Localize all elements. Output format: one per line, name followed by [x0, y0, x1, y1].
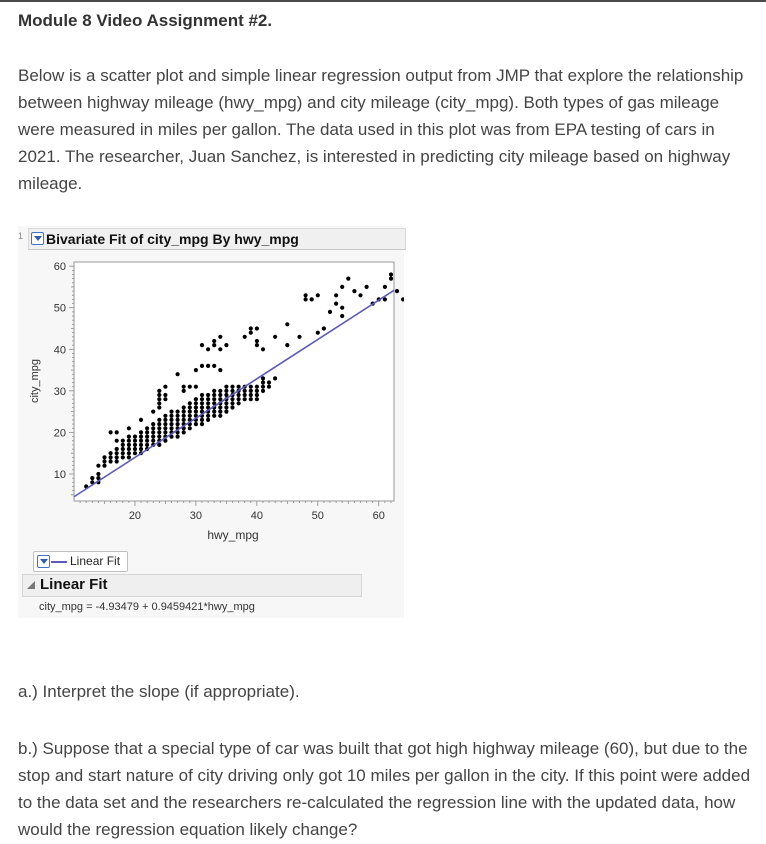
data-point	[297, 335, 301, 339]
data-point	[352, 289, 356, 293]
data-point	[200, 397, 204, 401]
data-point	[273, 335, 277, 339]
data-point	[139, 430, 143, 434]
data-point	[212, 343, 216, 347]
data-point	[200, 422, 204, 426]
data-point	[188, 385, 192, 389]
data-point	[102, 464, 106, 468]
data-point	[115, 447, 119, 451]
data-point	[200, 343, 204, 347]
data-point	[115, 451, 119, 455]
question-a: a.) Interpret the slope (if appropriate).	[18, 682, 300, 701]
data-point	[145, 443, 149, 447]
data-point	[102, 459, 106, 463]
data-point	[139, 435, 143, 439]
data-point	[169, 422, 173, 426]
data-point	[206, 347, 210, 351]
data-point	[90, 476, 94, 480]
data-point	[176, 418, 180, 422]
data-point	[224, 389, 228, 393]
data-point	[340, 306, 344, 310]
data-point	[334, 302, 338, 306]
data-point	[212, 364, 216, 368]
data-point	[261, 380, 265, 384]
data-point	[218, 389, 222, 393]
data-point	[127, 443, 131, 447]
data-point	[182, 430, 186, 434]
data-point	[176, 435, 180, 439]
data-point	[224, 385, 228, 389]
data-point	[151, 410, 155, 414]
data-point	[163, 397, 167, 401]
x-axis-label: hwy_mpg	[207, 528, 259, 542]
data-point	[304, 293, 308, 297]
y-tick-label: 20	[53, 427, 66, 440]
data-point	[261, 347, 265, 351]
data-point	[133, 451, 137, 455]
data-point	[169, 410, 173, 414]
data-point	[188, 426, 192, 430]
data-point	[206, 397, 210, 401]
data-point	[139, 439, 143, 443]
data-point	[255, 343, 259, 347]
data-point	[109, 451, 113, 455]
legend-label: Linear Fit	[70, 554, 121, 568]
data-point	[401, 297, 404, 301]
data-point	[206, 364, 210, 368]
data-point	[145, 435, 149, 439]
data-point	[194, 397, 198, 401]
data-point	[157, 389, 161, 393]
data-point	[255, 389, 259, 393]
data-point	[176, 410, 180, 414]
data-point	[157, 397, 161, 401]
data-point	[383, 285, 387, 289]
data-point	[243, 389, 247, 393]
data-point	[121, 439, 125, 443]
data-point	[145, 430, 149, 434]
data-point	[151, 439, 155, 443]
left-mark: 1	[18, 231, 24, 241]
data-point	[261, 376, 265, 380]
data-point	[218, 405, 222, 409]
data-point	[340, 314, 344, 318]
data-point	[163, 418, 167, 422]
data-point	[127, 447, 131, 451]
data-point	[255, 397, 259, 401]
x-tick-label: 40	[250, 510, 263, 522]
data-point	[249, 326, 253, 330]
data-point	[255, 393, 259, 397]
data-point	[316, 293, 320, 297]
data-point	[200, 364, 204, 368]
data-point	[285, 343, 289, 347]
question-b: b.) Suppose that a special type of car was built that got high highway mileage (60), but due to the stop and start nature of city driving only got 10 miles per gallon in the city. If this point were added to the data set and the researchers re-calculated the regression line with the updated data, how would the regression equation likely change?	[18, 739, 751, 839]
data-point	[218, 335, 222, 339]
fit-line-swatch	[51, 561, 67, 563]
data-point	[218, 393, 222, 397]
data-point	[188, 414, 192, 418]
data-point	[322, 326, 326, 330]
data-point	[212, 389, 216, 393]
data-point	[237, 393, 241, 397]
data-point	[109, 430, 113, 434]
y-axis-label: city_mpg	[29, 358, 41, 404]
data-point	[224, 393, 228, 397]
data-point	[237, 401, 241, 405]
data-point	[255, 385, 259, 389]
data-point	[218, 414, 222, 418]
data-point	[224, 405, 228, 409]
data-point	[163, 414, 167, 418]
data-point	[121, 451, 125, 455]
data-point	[194, 410, 198, 414]
data-point	[96, 472, 100, 476]
page-title: Module 8 Video Assignment #2.	[18, 11, 273, 30]
data-point	[206, 393, 210, 397]
data-point	[115, 430, 119, 434]
data-point	[188, 401, 192, 405]
data-point	[255, 326, 259, 330]
data-point	[163, 422, 167, 426]
data-point	[237, 397, 241, 401]
x-tick-label: 30	[189, 510, 203, 522]
data-point	[218, 410, 222, 414]
data-point	[273, 376, 277, 380]
scatter-plot	[18, 250, 404, 550]
data-point	[212, 410, 216, 414]
data-point	[243, 393, 247, 397]
data-point	[127, 435, 131, 439]
data-point	[169, 414, 173, 418]
data-point	[200, 405, 204, 409]
data-point	[249, 397, 253, 401]
red-triangle-menu-icon[interactable]	[31, 232, 44, 245]
data-point	[145, 439, 149, 443]
data-point	[194, 405, 198, 409]
top-divider	[0, 0, 766, 2]
y-tick-label: 50	[53, 302, 66, 315]
linear-fit-section-header[interactable]	[22, 574, 362, 597]
data-point	[255, 339, 259, 343]
data-point	[249, 393, 253, 397]
data-point	[206, 401, 210, 405]
data-point	[389, 272, 393, 276]
y-tick-label: 10	[53, 468, 66, 481]
data-point	[230, 397, 234, 401]
data-point	[194, 401, 198, 405]
data-point	[243, 397, 247, 401]
data-point	[230, 405, 234, 409]
y-axis	[54, 261, 74, 495]
data-point	[200, 401, 204, 405]
data-point	[176, 372, 180, 376]
y-tick-label: 60	[53, 261, 66, 274]
data-point	[157, 422, 161, 426]
disclosure-triangle-icon[interactable]	[27, 581, 35, 589]
data-point	[109, 459, 113, 463]
y-tick-label: 30	[53, 385, 66, 398]
x-axis	[80, 501, 391, 522]
report-header	[28, 228, 406, 250]
data-point	[133, 443, 137, 447]
data-point	[218, 347, 222, 351]
data-point	[169, 418, 173, 422]
data-point	[127, 451, 131, 455]
data-point	[194, 368, 198, 372]
regression-equation: city_mpg = -4.93479 + 0.9459421*hwy_mpg	[39, 601, 255, 613]
data-point	[182, 414, 186, 418]
linear-fit-title: Linear Fit	[40, 576, 108, 593]
data-point	[334, 293, 338, 297]
data-point	[267, 385, 271, 389]
data-point	[304, 297, 308, 301]
data-point	[328, 310, 332, 314]
data-point	[169, 426, 173, 430]
data-point	[133, 435, 137, 439]
data-point	[224, 410, 228, 414]
data-point	[200, 393, 204, 397]
data-point	[115, 439, 119, 443]
report-title: Bivariate Fit of city_mpg By hwy_mpg	[46, 231, 299, 247]
data-point	[109, 455, 113, 459]
data-point	[212, 393, 216, 397]
data-point	[151, 435, 155, 439]
data-point	[115, 455, 119, 459]
data-point	[157, 418, 161, 422]
data-point	[212, 397, 216, 401]
data-point	[121, 447, 125, 451]
data-point	[151, 422, 155, 426]
data-point	[121, 455, 125, 459]
data-point	[389, 277, 393, 281]
data-point	[188, 405, 192, 409]
data-point	[182, 418, 186, 422]
data-point	[206, 418, 210, 422]
data-point	[157, 393, 161, 397]
data-point	[194, 422, 198, 426]
data-point	[157, 405, 161, 409]
data-point	[127, 455, 131, 459]
data-point	[230, 401, 234, 405]
data-point	[206, 414, 210, 418]
data-point	[157, 430, 161, 434]
data-point	[212, 414, 216, 418]
data-point	[139, 443, 143, 447]
intro-paragraph: Below is a scatter plot and simple linear regression output from JMP that explore the relationship between highway mileage (hwy_mpg) and city mileage (city_mpg). Both types of gas mileage were measured in miles per gallon. The data used in this plot was from EPA testing of cars in 2021. The researcher, Juan Sanchez, is interested in predicting city mileage based on highway mileage.	[18, 66, 744, 193]
x-tick-label: 20	[128, 510, 142, 522]
data-point	[121, 443, 125, 447]
data-point	[139, 447, 143, 451]
data-point	[176, 414, 180, 418]
data-point	[267, 380, 271, 384]
data-point	[237, 385, 241, 389]
data-point	[176, 422, 180, 426]
data-point	[182, 405, 186, 409]
data-point	[163, 393, 167, 397]
data-point	[261, 389, 265, 393]
data-point	[145, 426, 149, 430]
data-point	[182, 389, 186, 393]
jmp-report	[18, 226, 404, 618]
data-point	[340, 285, 344, 289]
data-point	[163, 430, 167, 434]
data-point	[224, 401, 228, 405]
y-tick-label: 40	[53, 344, 66, 357]
data-point	[218, 368, 222, 372]
data-point	[163, 385, 167, 389]
data-point	[310, 297, 314, 301]
data-point	[102, 455, 106, 459]
data-point	[285, 322, 289, 326]
x-tick-label: 50	[311, 510, 324, 522]
data-point	[224, 343, 228, 347]
data-point	[365, 285, 369, 289]
data-point	[127, 439, 131, 443]
data-point	[96, 464, 100, 468]
data-point	[230, 385, 234, 389]
data-point	[133, 447, 137, 451]
data-point	[249, 389, 253, 393]
data-point	[157, 426, 161, 430]
data-point	[157, 401, 161, 405]
data-point	[182, 385, 186, 389]
data-point	[151, 426, 155, 430]
data-point	[115, 459, 119, 463]
data-point	[182, 410, 186, 414]
data-point	[157, 435, 161, 439]
data-point	[395, 289, 399, 293]
data-point	[151, 430, 155, 434]
data-point	[200, 418, 204, 422]
data-point	[346, 277, 350, 281]
data-point	[316, 331, 320, 335]
data-point	[194, 385, 198, 389]
data-point	[249, 331, 253, 335]
data-point	[212, 339, 216, 343]
data-point	[127, 426, 131, 430]
data-point	[188, 410, 192, 414]
data-point	[358, 293, 362, 297]
data-point	[133, 439, 137, 443]
linear-fit-legend-button[interactable]	[33, 551, 128, 572]
data-point	[163, 426, 167, 430]
data-point	[139, 418, 143, 422]
x-tick-label: 60	[372, 510, 385, 522]
data-point	[230, 389, 234, 393]
dropdown-arrow-icon[interactable]	[37, 555, 50, 568]
data-point	[261, 385, 265, 389]
data-point	[249, 385, 253, 389]
data-point	[243, 335, 247, 339]
